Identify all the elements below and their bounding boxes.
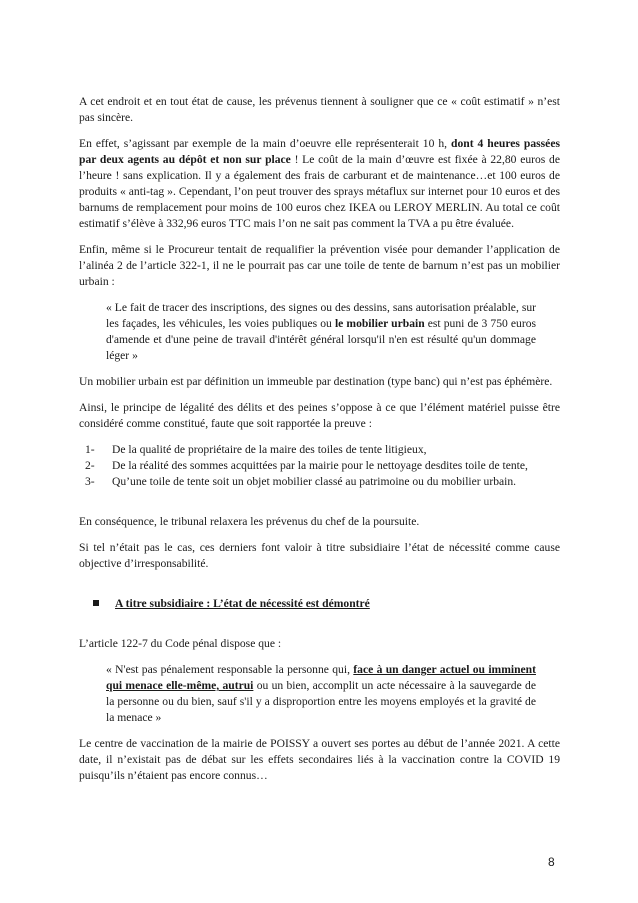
bold-underlined-emphasis: face à un danger actuel ou imminent qui menace elle-même, autrui	[106, 663, 536, 692]
list-number: 1-	[85, 443, 95, 456]
paragraph-article-122-7: L’article 122-7 du Code pénal dispose que :	[79, 637, 282, 650]
paragraph-centre-vaccination: Le centre de vaccination de la mairie de POISSY a ouvert ses portes au début de l’année 2021. A cette date, il n’existait pas de débat sur les effets secondaires liés à la vaccination contre la COVID 19 puisqu’ils n’étaient pas encore connus…	[79, 737, 560, 782]
list-number: 2-	[85, 459, 95, 472]
section-heading-text: A titre subsidiaire : L’état de nécessité est démontré	[115, 597, 370, 610]
paragraph-subsidiaire: Si tel n’était pas le cas, ces derniers font valoir à titre subsidiaire l’état de nécessité comme cause objective d’irresponsabilité.	[79, 541, 560, 570]
list-item	[79, 458, 560, 474]
quote-article-122-7	[106, 662, 536, 726]
list-text: Qu’une toile de tente soit un objet mobilier classé au patrimoine ou du mobilier urbain.	[112, 475, 517, 488]
text-run: En effet, s’agissant par exemple de la main d’oeuvre elle représenterait 10 h,	[79, 137, 452, 150]
list-number: 3-	[85, 475, 95, 488]
list-text: De la réalité des sommes acquittées par la mairie pour le nettoyage desdites toile de tente,	[112, 459, 528, 472]
paragraph-requalification: Enfin, même si le Procureur tentait de requalifier la prévention visée pour demander l’application de l’alinéa 2 de l’article 322-1, il ne le pourrait pas car une toile de tente de barnum n’est pas un mobilier urbain :	[79, 243, 560, 288]
page-number: 8	[548, 855, 555, 869]
page-body	[79, 94, 560, 784]
paragraph-main-oeuvre	[79, 136, 560, 232]
text-run: « Le fait de tracer des inscriptions, des signes ou des dessins, sans autorisation préalable, sur les façades, les véhicules, les voies publiques ou	[106, 301, 536, 330]
text-run: ou un bien, accomplit un acte nécessaire à la sauvegarde de la personne ou du bien, sauf s'il y a disproportion entre les moyens employés et la gravité de la menace »	[106, 679, 536, 724]
square-bullet-icon	[93, 600, 99, 606]
proof-list	[79, 442, 560, 490]
paragraph-principe-legalite: Ainsi, le principe de légalité des délits et des peines s’oppose à ce que l’élément matériel puisse être considéré comme constitué, faute que soit rapportée la preuve :	[79, 401, 560, 430]
list-item	[79, 442, 560, 458]
text-run: est puni de 3 750 euros d'amende et d'une peine de travail d'intérêt général lorsqu'il n'en est résulté qu'un dommage léger »	[106, 317, 537, 362]
text-run: « N'est pas pénalement responsable la personne qui,	[106, 663, 354, 676]
text-run: ! Le coût de la main d’œuvre est fixée à 22,80 euros de l’heure ! sans explication. Il y a également des frais de carburant et de maintenance…et 100 euros de produits « anti-tag ». Cependant, l’on peut trouver des sprays métaflux sur internet pour 10 euros et des barnums de remplacement pour moins de 100 euros chez IKEA ou LEROY MERLIN. Au total ce coût estimatif s’élève à 332,96 euros TTC mais l’on ne sait pas comment la TVA a pu être évaluée.	[79, 153, 560, 230]
list-item	[79, 474, 560, 490]
bold-emphasis: le mobilier urbain	[334, 317, 425, 330]
paragraph-cout-estimatif: A cet endroit et en tout état de cause, les prévenus tiennent à souligner que ce « coût estimatif » n’est pas sincère.	[79, 95, 560, 124]
paragraph-consequence: En conséquence, le tribunal relaxera les prévenus du chef de la poursuite.	[79, 515, 420, 528]
paragraph-mobilier-urbain: Un mobilier urbain est par définition un immeuble par destination (type banc) qui n’est pas éphémère.	[79, 375, 553, 388]
bold-emphasis: dont 4 heures passées par deux agents au dépôt et non sur place	[79, 137, 560, 166]
section-heading	[79, 596, 560, 612]
quote-article-322-1	[106, 300, 536, 364]
list-text: De la qualité de propriétaire de la maire des toiles de tente litigieux,	[112, 443, 427, 456]
